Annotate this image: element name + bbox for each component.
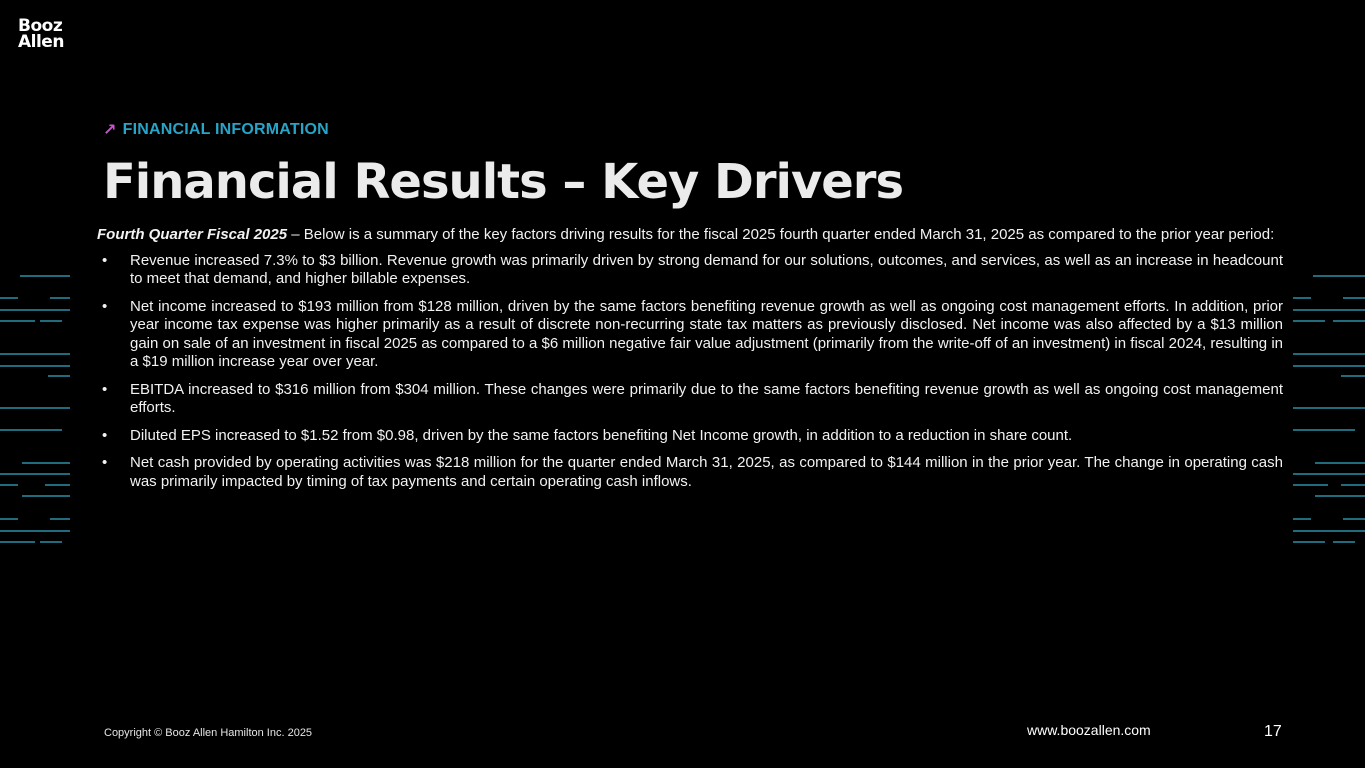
section-label-text: FINANCIAL INFORMATION (122, 121, 329, 138)
logo-line-1: Booz (18, 16, 63, 36)
list-item (97, 381, 1283, 418)
intro-lead: Fourth Quarter Fiscal 2025 (97, 226, 288, 243)
list-item (97, 252, 1283, 289)
bullet-icon: • (102, 454, 108, 471)
copyright-text: Copyright © Booz Allen Hamilton Inc. 2025 (104, 727, 313, 739)
bullet-text: Diluted EPS increased to $1.52 from $0.98, driven by the same factors benefiting Net Income growth, in addition to a reduction in share count. (130, 426, 1073, 444)
list-item (97, 427, 1283, 446)
list-item (97, 298, 1283, 372)
list-item (97, 454, 1283, 491)
arrow-up-right-icon: ↗ (103, 122, 117, 139)
page-number: 17 (1264, 723, 1282, 740)
key-drivers-list (97, 252, 1283, 492)
page-title: Financial Results – Key Drivers (103, 154, 904, 210)
intro-text: – Below is a summary of the key factors driving results for the fiscal 2025 fourth quarter ended March 31, 2025 as compared to the prior year period: (287, 226, 1275, 243)
website-url: www.boozallen.com (1027, 722, 1151, 738)
right-decorative-lines (1293, 268, 1365, 548)
bullet-icon: • (102, 380, 108, 398)
bullet-text: Revenue increased 7.3% to $3 billion. Revenue growth was primarily driven by strong demand for our solutions, outcomes, and services, as well as an increase in headcount to meet that demand, and higher billable expenses. (130, 251, 1283, 287)
intro-paragraph (97, 226, 1283, 245)
bullet-icon: • (102, 251, 108, 269)
bullet-text: EBITDA increased to $316 million from $304 million. These changes were primarily due to the same factors benefiting revenue growth as well as ongoing cost management efforts. (130, 380, 1283, 416)
logo-line-2: Allen (18, 32, 64, 52)
booz-allen-logo (18, 18, 64, 50)
bullet-icon: • (102, 426, 108, 444)
bullet-text: Net cash provided by operating activities was $218 million for the quarter ended March 31, 2025, as compared to $144 million in the prior year. The change in operating cash was primarily impacted by timing of tax payments and certain operating cash inflows. (130, 454, 1283, 490)
section-label (103, 120, 329, 140)
summary-content (97, 226, 1283, 500)
left-decorative-lines (0, 268, 72, 548)
bullet-text: Net income increased to $193 million from $128 million, driven by the same factors benefiting revenue growth as well as ongoing cost management efforts. In addition, prior year income tax expense was higher primarily as a result of discrete non-recurring state tax matters as previously disclosed. Net income was also affected by a $13 million gain on sale of an investment in fiscal 2025 as compared to a $6 million negative fair value adjustment (primarily from the write-off of an investment) in fiscal 2024, resulting in a $19 million increase year over year. (130, 297, 1283, 370)
bullet-icon: • (102, 297, 108, 315)
